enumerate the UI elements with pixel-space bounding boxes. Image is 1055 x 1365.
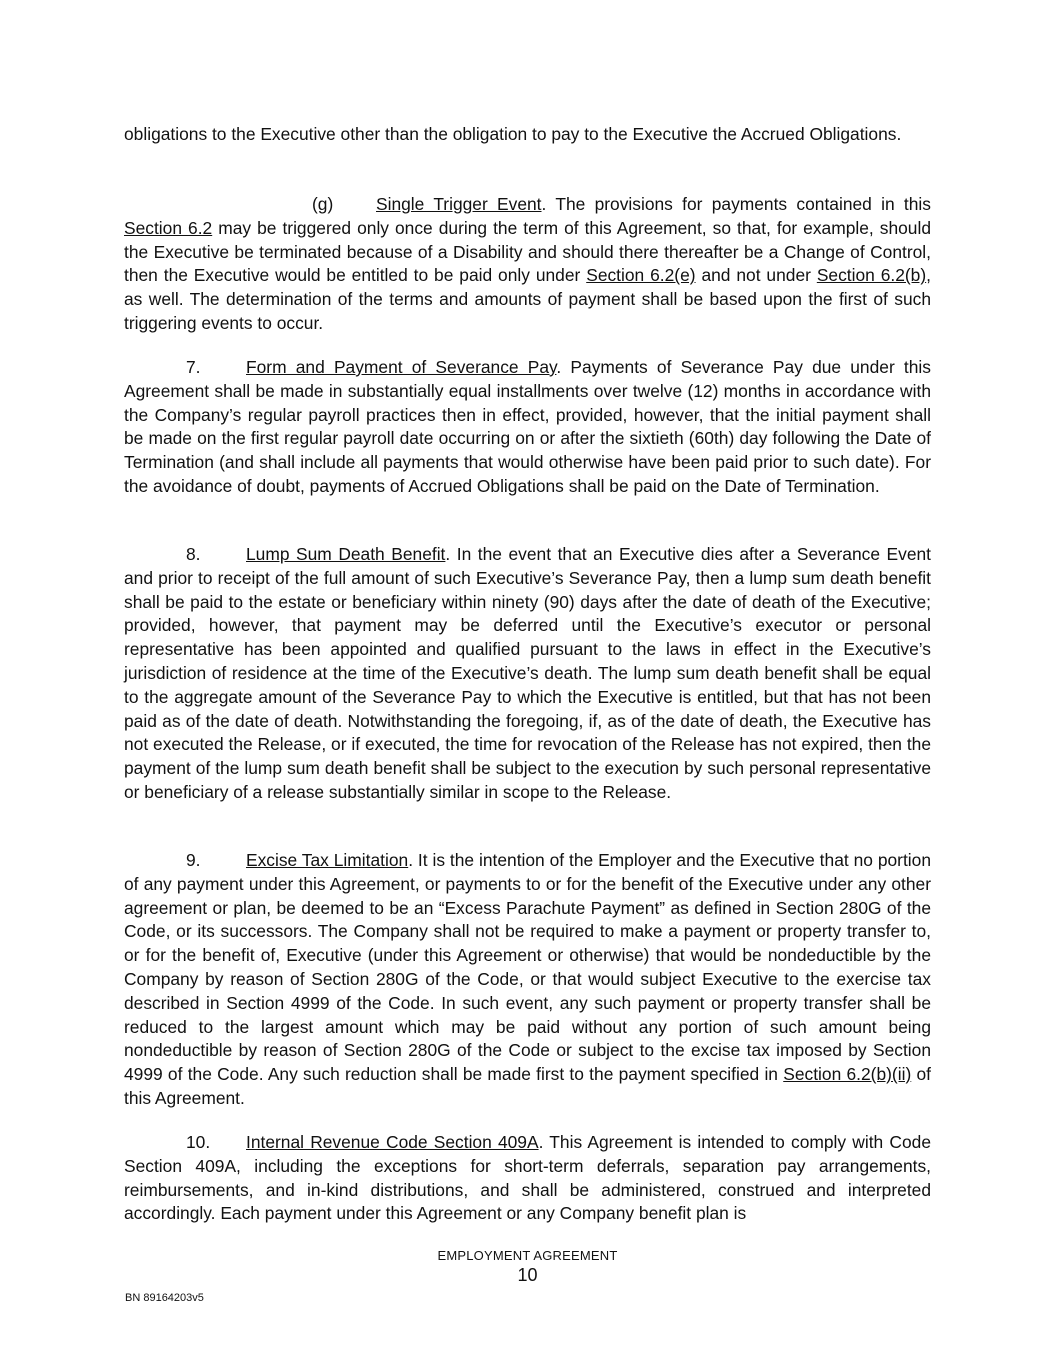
section-8 [124,543,931,805]
subsection-marker: (g) [312,194,334,214]
section-7 [124,356,931,499]
footer-title: EMPLOYMENT AGREEMENT [437,1248,618,1263]
section-number: 7. [186,357,201,377]
cross-reference: Section 6.2(b)(ii) [783,1064,912,1085]
cross-reference: Section 6.2(b) [816,265,927,286]
page-number: 10 [517,1265,538,1285]
paragraph-6-2-g: (g) Single Trigger Event. The provisions for payments contained in this Section 6.2 may be triggered only once during the term of this Agreement, so that, for example, should the Executive be terminated because of a Disability and should there thereafter be a Change of Control, then the Executive would be entitled to be paid only under Section 6.2(e) and not under Section 6.2(b), as well. The determination of the terms and amounts of payment shall be based upon the first of such triggering events to occur. [124,194,932,333]
cross-reference: Section 6.2(e) [586,265,696,286]
section-heading: Form and Payment of Severance Pay [246,357,557,377]
document-id: BN 89164203v5 [125,1292,204,1304]
section-body: . Payments of Severance Pay due under this Agreement shall be made in substantially equal installments over twelve (12) months in accordance with the Company’s regular payroll practices then in effect, provided, however, that the initial payment shall be made on the first regular payroll date occurring on or after the sixtieth (60th) day following the Date of Termination (and shall include all payments that would otherwise have been paid prior to such date). For the avoidance of doubt, payments of Accrued Obligations shall be paid on the Date of Termination. [124,357,931,496]
cross-reference: Section 6.2 [124,217,213,238]
section-body: . It is the intention of the Employer and the Executive that no portion of any payment under this Agreement, or payments to or for the benefit of the Executive under any other agreement or plan, be deemed to be an “Excess Parachute Payment” as defined in Section 280G of the Code, or its successors. The Company shall not be required to make a payment or property transfer to, or for the benefit of, Executive (under this Agreement or otherwise) that would be nondeductible by the Company by reason of Section 280G of the Code, or that would subject Executive to the exercise tax described in Section 4999 of the Code. In such event, any such payment or property transfer shall be reduced to the largest amount which may be paid without any portion of such amount being nondeductible by reason of Section 280G of the Code or subject to the excise tax imposed by Section 4999 of the Code. Any such reduction shall be made first to the payment specified in [124,850,931,1085]
section-number: 8. [186,544,201,564]
section-heading: Single Trigger Event [376,194,542,214]
section-body: . In the event that an Executive dies after a Severance Event and prior to receipt of the full amount of such Executive’s Severance Pay, then a lump sum death benefit shall be paid to the estate or beneficiary within ninety (90) days after the date of death of the Executive; provided, however, that payment may be deferred until the Executive’s executor or personal representative has been appointed and qualified pursuant to the laws in effect in the Executive’s jurisdiction of residence at the time of the Executive’s death. The lump sum death benefit shall be equal to the aggregate amount of the Severance Pay to which the Executive is entitled, but that has not been paid as of the date of death. Notwithstanding the foregoing, if, as of the date of death, the Executive has not executed the Release, or if executed, the time for revocation of the Release has not expired, then the payment of the lump sum death benefit shall be subject to the execution by such personal representative or beneficiary of a release substantially similar in scope to the Release. [124,544,931,802]
section-9: 9. Excise Tax Limitation. It is the intention of the Employer and the Executive that no portion of any payment under this Agreement, or payments to or for the benefit of the Executive under any other agreement or plan, be deemed to be an “Excess Parachute Payment” as defined in Section 280G of the Code, or its successors. The Company shall not be required to make a payment or property transfer to, or for the benefit of, Executive (under this Agreement or otherwise) that would be nondeductible by the Company by reason of Section 280G of the Code, or that would subject Executive to the exercise tax described in Section 4999 of the Code. In such event, any such payment or property transfer shall be reduced to the largest amount which may be paid without any portion of such amount being nondeductible by reason of Section 280G of the Code or subject to the excise tax imposed by Section 4999 of the Code. Any such reduction shall be made first to the payment specified in Section 6.2(b)(ii) of this Agreement. [124,850,931,1108]
section-heading: Internal Revenue Code Section 409A [246,1132,539,1152]
section-body: . This Agreement is intended to comply with Code Section 409A, including the exceptions for short-term deferrals, separation pay arrangements, reimbursements, and in-kind distributions, and shall be administered, construed and interpreted accordingly. Each payment under this Agreement or any Company benefit plan is [124,1132,931,1224]
section-number: 10. [186,1132,211,1152]
section-number: 9. [186,850,201,870]
paragraph-continuation [124,123,931,147]
section-heading: Excise Tax Limitation [246,850,409,870]
section-10 [124,1131,931,1226]
section-heading: Lump Sum Death Benefit [246,544,446,564]
paragraph-text: obligations to the Executive other than the obligation to pay to the Executive the Accrued Obligations. [124,124,902,144]
